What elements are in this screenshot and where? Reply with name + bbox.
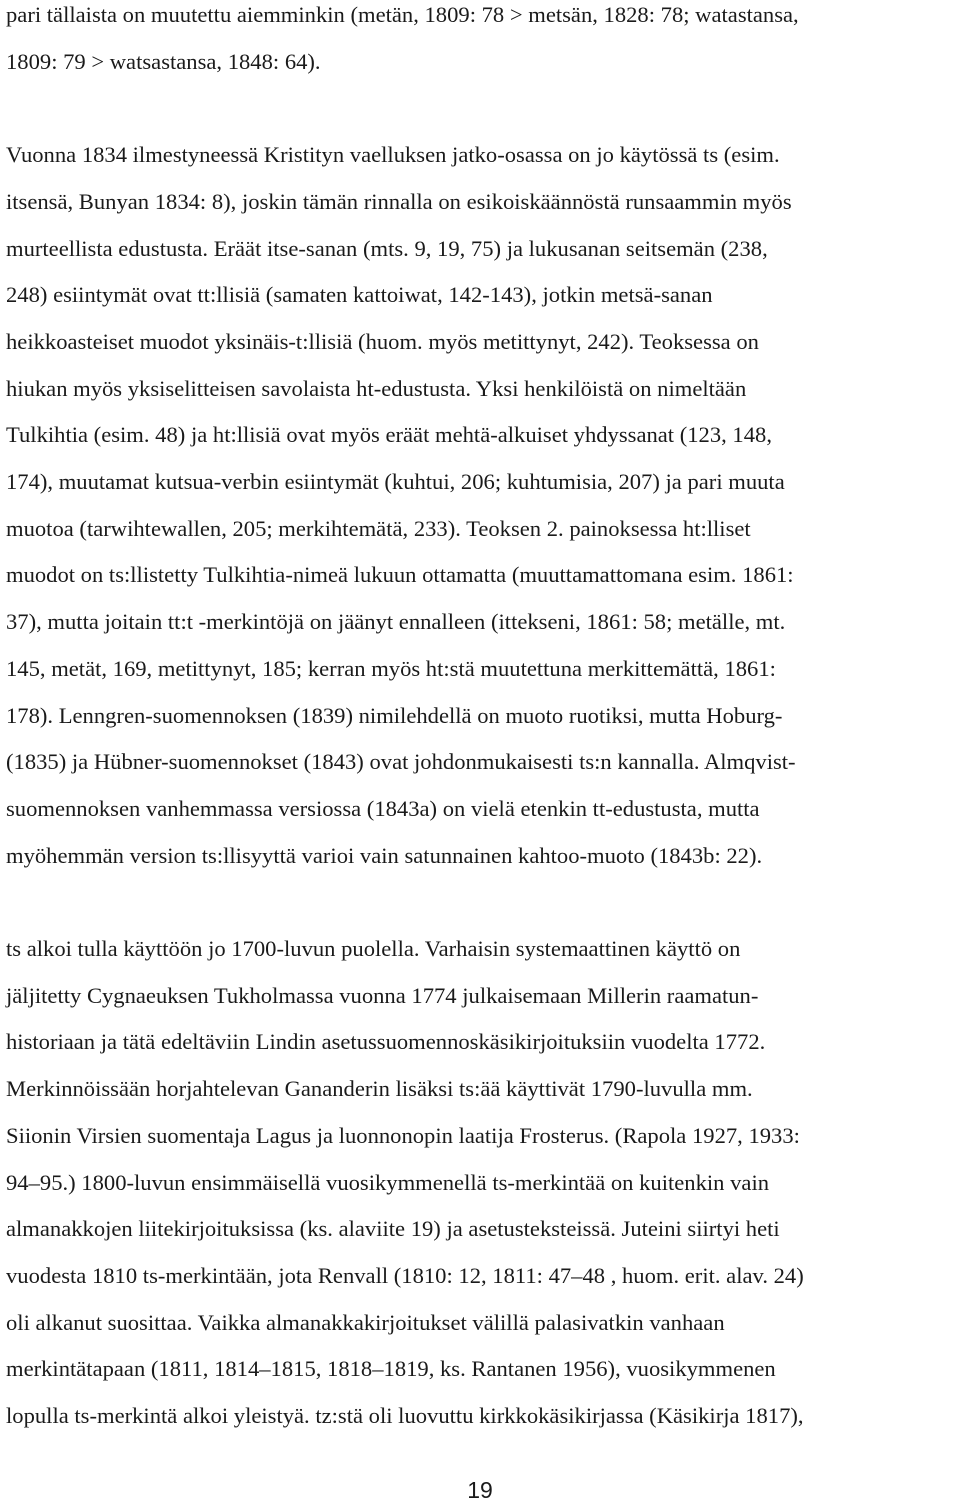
text-line: muodot on ts:llistetty Tulkihtia-nimeä lukuun ottamatta (muuttamattomana esim. 1861: xyxy=(6,562,794,588)
text-line: vuodesta 1810 ts-merkintään, jota Renvall (1810: 12, 1811: 47–48 , huom. erit. alav. 24) xyxy=(6,1262,804,1288)
text-line: heikkoasteiset muodot yksinäis-t:llisiä (huom. myös metittynyt, 242). Teoksessa on xyxy=(6,328,759,354)
text-line: 145, metät, 169, metittynyt, 185; kerran myös ht:stä muutettuna merkittemättä, 1861: xyxy=(6,655,776,681)
text-line: 94–95.) 1800-luvun ensimmäisellä vuosikymmenellä ts-merkintää on kuitenkin vain xyxy=(6,1169,770,1195)
text-line: Tulkihtia (esim. 48) ja ht:llisiä ovat myös eräät mehtä-alkuiset yhdyssanat (123, 148, xyxy=(6,422,772,448)
text-line: jäljitetty Cygnaeuksen Tukholmassa vuonna 1774 julkaisemaan Millerin raamatun- xyxy=(6,982,759,1008)
text-line: oli alkanut suosittaa. Vaikka almanakkakirjoitukset välillä palasivatkin vanhaan xyxy=(6,1309,725,1335)
text-line: 1809: 79 > watsastansa, 1848: 64). xyxy=(6,48,321,74)
text-line: pari tällaista on muutettu aiemminkin (metän, 1809: 78 > metsän, 1828: 78; watastansa, xyxy=(6,2,799,27)
text-line: suomennoksen vanhemmassa versiossa (1843a) on vielä etenkin tt-edustusta, mutta xyxy=(6,795,760,821)
text-line: historiaan ja tätä edeltäviin Lindin asetussuomennoskäsikirjoituksiin vuodelta 1772. xyxy=(6,1029,766,1055)
text-line: hiukan myös yksiselitteisen savolaista ht-edustusta. Yksi henkilöistä on nimeltään xyxy=(6,375,747,401)
text-line: merkintätapaan (1811, 1814–1815, 1818–1819, ks. Rantanen 1956), vuosikymmenen xyxy=(6,1356,776,1382)
text-line: 174), muutamat kutsua-verbin esiintymät (kuhtui, 206; kuhtumisia, 207) ja pari muuta xyxy=(6,469,785,494)
text-line: (1835) ja Hübner-suomennokset (1843) ovat johdonmukaisesti ts:n kannalla. Almqvist- xyxy=(6,749,796,775)
text-line: almanakkojen liitekirjoituksissa (ks. alaviite 19) ja asetusteksteissä. Juteini siirtyi heti xyxy=(6,1216,780,1242)
text-line: 37), mutta joitain tt:t -merkintöjä on jäänyt ennalleen (ittekseni, 1861: 58; metälle, mt. xyxy=(6,609,786,635)
text-line: itsensä, Bunyan 1834: 8), joskin tämän rinnalla on esikoiskäännöstä runsaammin myös xyxy=(6,188,792,214)
text-line: 178). Lenngren-suomennoksen (1839) nimilehdellä on muoto ruotiksi, mutta Hoburg- xyxy=(6,702,783,728)
text-line: Vuonna 1834 ilmestyneessä Kristityn vaelluksen jatko-osassa on jo käytössä ts (esim. xyxy=(6,142,780,168)
text-line: muotoa (tarwihtewallen, 205; merkihtemätä, 233). Teoksen 2. painoksessa ht:lliset xyxy=(6,515,751,541)
text-line: myöhemmän version ts:llisyyttä varioi vain satunnainen kahtoo-muoto (1843b: 22). xyxy=(6,842,763,868)
page-number: 19 xyxy=(467,1477,493,1503)
text-line: lopulla ts-merkintä alkoi yleistyä. tz:stä oli luovuttu kirkkokäsikirjassa (Käsikirja 1817), xyxy=(6,1403,804,1428)
text-line: ts alkoi tulla käyttöön jo 1700-luvun puolella. Varhaisin systemaattinen käyttö on xyxy=(6,936,741,961)
text-line: murteellista edustusta. Eräät itse-sanan (mts. 9, 19, 75) ja lukusanan seitsemän (238, xyxy=(6,235,768,261)
text-line: Merkinnöissään horjahtelevan Gananderin lisäksi ts:ää käyttivät 1790-luvulla mm. xyxy=(6,1076,753,1102)
text-line: 248) esiintymät ovat tt:llisiä (samaten kattoiwat, 142-143), jotkin metsä-sanan xyxy=(6,282,713,308)
text-line: Siionin Virsien suomentaja Lagus ja luonnonopin laatija Frosterus. (Rapola 1927, 1933: xyxy=(6,1122,800,1148)
